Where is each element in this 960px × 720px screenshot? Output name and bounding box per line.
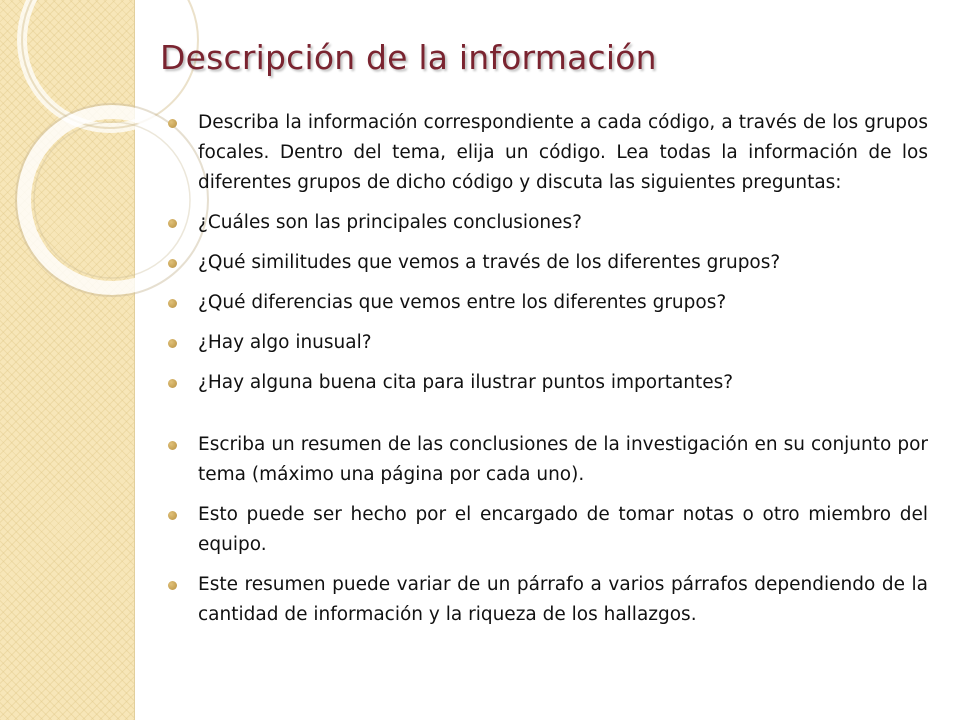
slide-content (168, 108, 928, 640)
list-item (168, 288, 928, 318)
bullet-icon (168, 119, 177, 128)
slide-title: Descripción de la información (160, 38, 657, 77)
list-item (168, 570, 928, 630)
bullet-list (168, 108, 928, 630)
bullet-icon (168, 581, 177, 590)
list-item (168, 430, 928, 490)
bullet-icon (168, 339, 177, 348)
list-item-text: ¿Hay alguna buena cita para ilustrar puntos importantes? (198, 372, 734, 393)
list-item (168, 368, 928, 398)
list-item-text: Escriba un resumen de las conclusiones de la investigación en su conjunto por tema (máximo una página por cada uno). (198, 434, 928, 485)
bullet-icon (168, 299, 177, 308)
list-item-text: Describa la información correspondiente a cada código, a través de los grupos focales. Dentro del tema, elija un código. Lea todas la información de los diferentes grupos de dicho código y discuta las siguientes preguntas: (198, 112, 928, 193)
list-item-text: ¿Hay algo inusual? (198, 332, 372, 353)
list-item-text: Esto puede ser hecho por el encargado de tomar notas o otro miembro del equipo. (198, 504, 928, 555)
bullet-icon (168, 441, 177, 450)
list-item (168, 248, 928, 278)
bullet-icon (168, 259, 177, 268)
list-item (168, 328, 928, 358)
list-item (168, 108, 928, 198)
list-item-text: Este resumen puede variar de un párrafo a varios párrafos dependiendo de la cantidad de información y la riqueza de los hallazgos. (198, 574, 928, 625)
list-item-text: ¿Cuáles son las principales conclusiones? (198, 212, 582, 233)
list-item (168, 500, 928, 560)
bullet-icon (168, 219, 177, 228)
bullet-icon (168, 511, 177, 520)
bullet-icon (168, 379, 177, 388)
list-item-text: ¿Qué similitudes que vemos a través de los diferentes grupos? (198, 252, 781, 273)
list-item (168, 208, 928, 238)
list-item-text: ¿Qué diferencias que vemos entre los diferentes grupos? (198, 292, 727, 313)
